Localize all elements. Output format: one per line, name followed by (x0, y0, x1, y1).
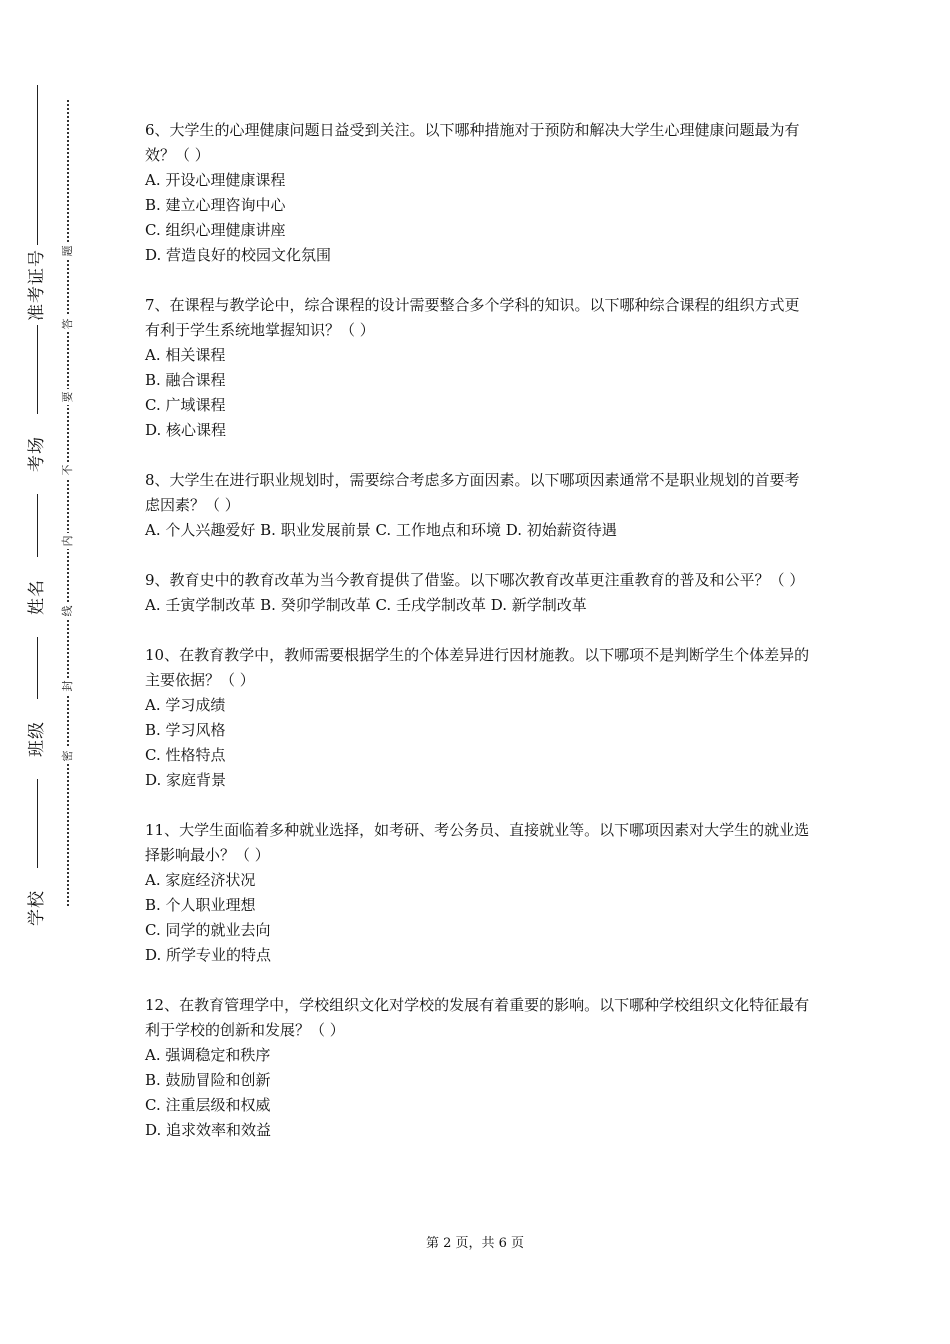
seal-char: 不 (60, 462, 76, 478)
option-a: A. 学习成绩 (145, 696, 226, 714)
question-list (145, 118, 810, 1168)
option-a: A. 开设心理健康课程 (145, 171, 286, 189)
option-b: B. 建立心理咨询中心 (145, 196, 286, 214)
seal-dotted-line (67, 100, 69, 906)
question-7 (145, 293, 810, 443)
seal-char: 内 (60, 533, 76, 549)
question-stem: 8、大学生在进行职业规划时，需要综合考虑多方面因素。以下哪项因素通常不是职业规划的首要考虑因素？（ ） (145, 471, 800, 514)
exam-room-label: 考场 (25, 414, 49, 494)
name-label: 姓名 (25, 557, 49, 637)
question-stem: 9、教育史中的教育改革为当今教育提供了借鉴。以下哪次教育改革更注重教育的普及和公平？（ ） (145, 571, 805, 589)
option-d: D. 营造良好的校园文化氛围 (145, 246, 332, 264)
admission-number-label: 准考证号 (25, 245, 49, 325)
option-b: B. 个人职业理想 (145, 896, 256, 914)
option-c: C. 性格特点 (145, 746, 226, 764)
question-stem: 10、在教育教学中，教师需要根据学生的个体差异进行因材施教。以下哪项不是判断学生个体差异的主要依据？（ ） (145, 646, 810, 689)
option-a: A. 相关课程 (145, 346, 226, 364)
option-c: C. 同学的就业去向 (145, 921, 271, 939)
option-c: C. 注重层级和权威 (145, 1096, 271, 1114)
options-inline: A. 个人兴趣爱好 B. 职业发展前景 C. 工作地点和环境 D. 初始薪资待遇 (145, 521, 617, 539)
option-c: C. 组织心理健康讲座 (145, 221, 286, 239)
option-b: B. 学习风格 (145, 721, 226, 739)
option-d: D. 追求效率和效益 (145, 1121, 272, 1139)
option-a: A. 强调稳定和秩序 (145, 1046, 271, 1064)
question-8 (145, 468, 810, 543)
binding-line (37, 85, 38, 923)
seal-char: 线 (60, 603, 76, 619)
class-label: 班级 (25, 699, 49, 779)
option-d: D. 家庭背景 (145, 771, 227, 789)
seal-char: 题 (60, 243, 76, 259)
option-d: D. 核心课程 (145, 421, 227, 439)
options-inline: A. 壬寅学制改革 B. 癸卯学制改革 C. 壬戌学制改革 D. 新学制改革 (145, 596, 587, 614)
question-stem: 12、在教育管理学中，学校组织文化对学校的发展有着重要的影响。以下哪种学校组织文化特征最有利于学校的创新和发展？（ ） (145, 996, 810, 1039)
option-b: B. 鼓励冒险和创新 (145, 1071, 271, 1089)
seal-char: 封 (60, 678, 76, 694)
question-10 (145, 643, 810, 793)
school-label: 学校 (25, 868, 49, 948)
option-a: A. 家庭经济状况 (145, 871, 256, 889)
option-b: B. 融合课程 (145, 371, 226, 389)
question-stem: 7、在课程与教学论中，综合课程的设计需要整合多个学科的知识。以下哪种综合课程的组织方式更有利于学生系统地掌握知识？（ ） (145, 296, 800, 339)
question-stem: 6、大学生的心理健康问题日益受到关注。以下哪种措施对于预防和解决大学生心理健康问题最为有效？（ ） (145, 121, 800, 164)
seal-char: 密 (60, 748, 76, 764)
page-number: 第 2 页，共 6 页 (425, 1236, 525, 1251)
question-9 (145, 568, 810, 618)
question-12 (145, 993, 810, 1143)
seal-char: 答 (60, 316, 76, 332)
question-11 (145, 818, 810, 968)
question-stem: 11、大学生面临着多种就业选择，如考研、考公务员、直接就业等。以下哪项因素对大学生的就业选择影响最小？（ ） (145, 821, 810, 864)
seal-char: 要 (60, 389, 76, 405)
option-d: D. 所学专业的特点 (145, 946, 272, 964)
option-c: C. 广域课程 (145, 396, 226, 414)
question-6 (145, 118, 810, 268)
